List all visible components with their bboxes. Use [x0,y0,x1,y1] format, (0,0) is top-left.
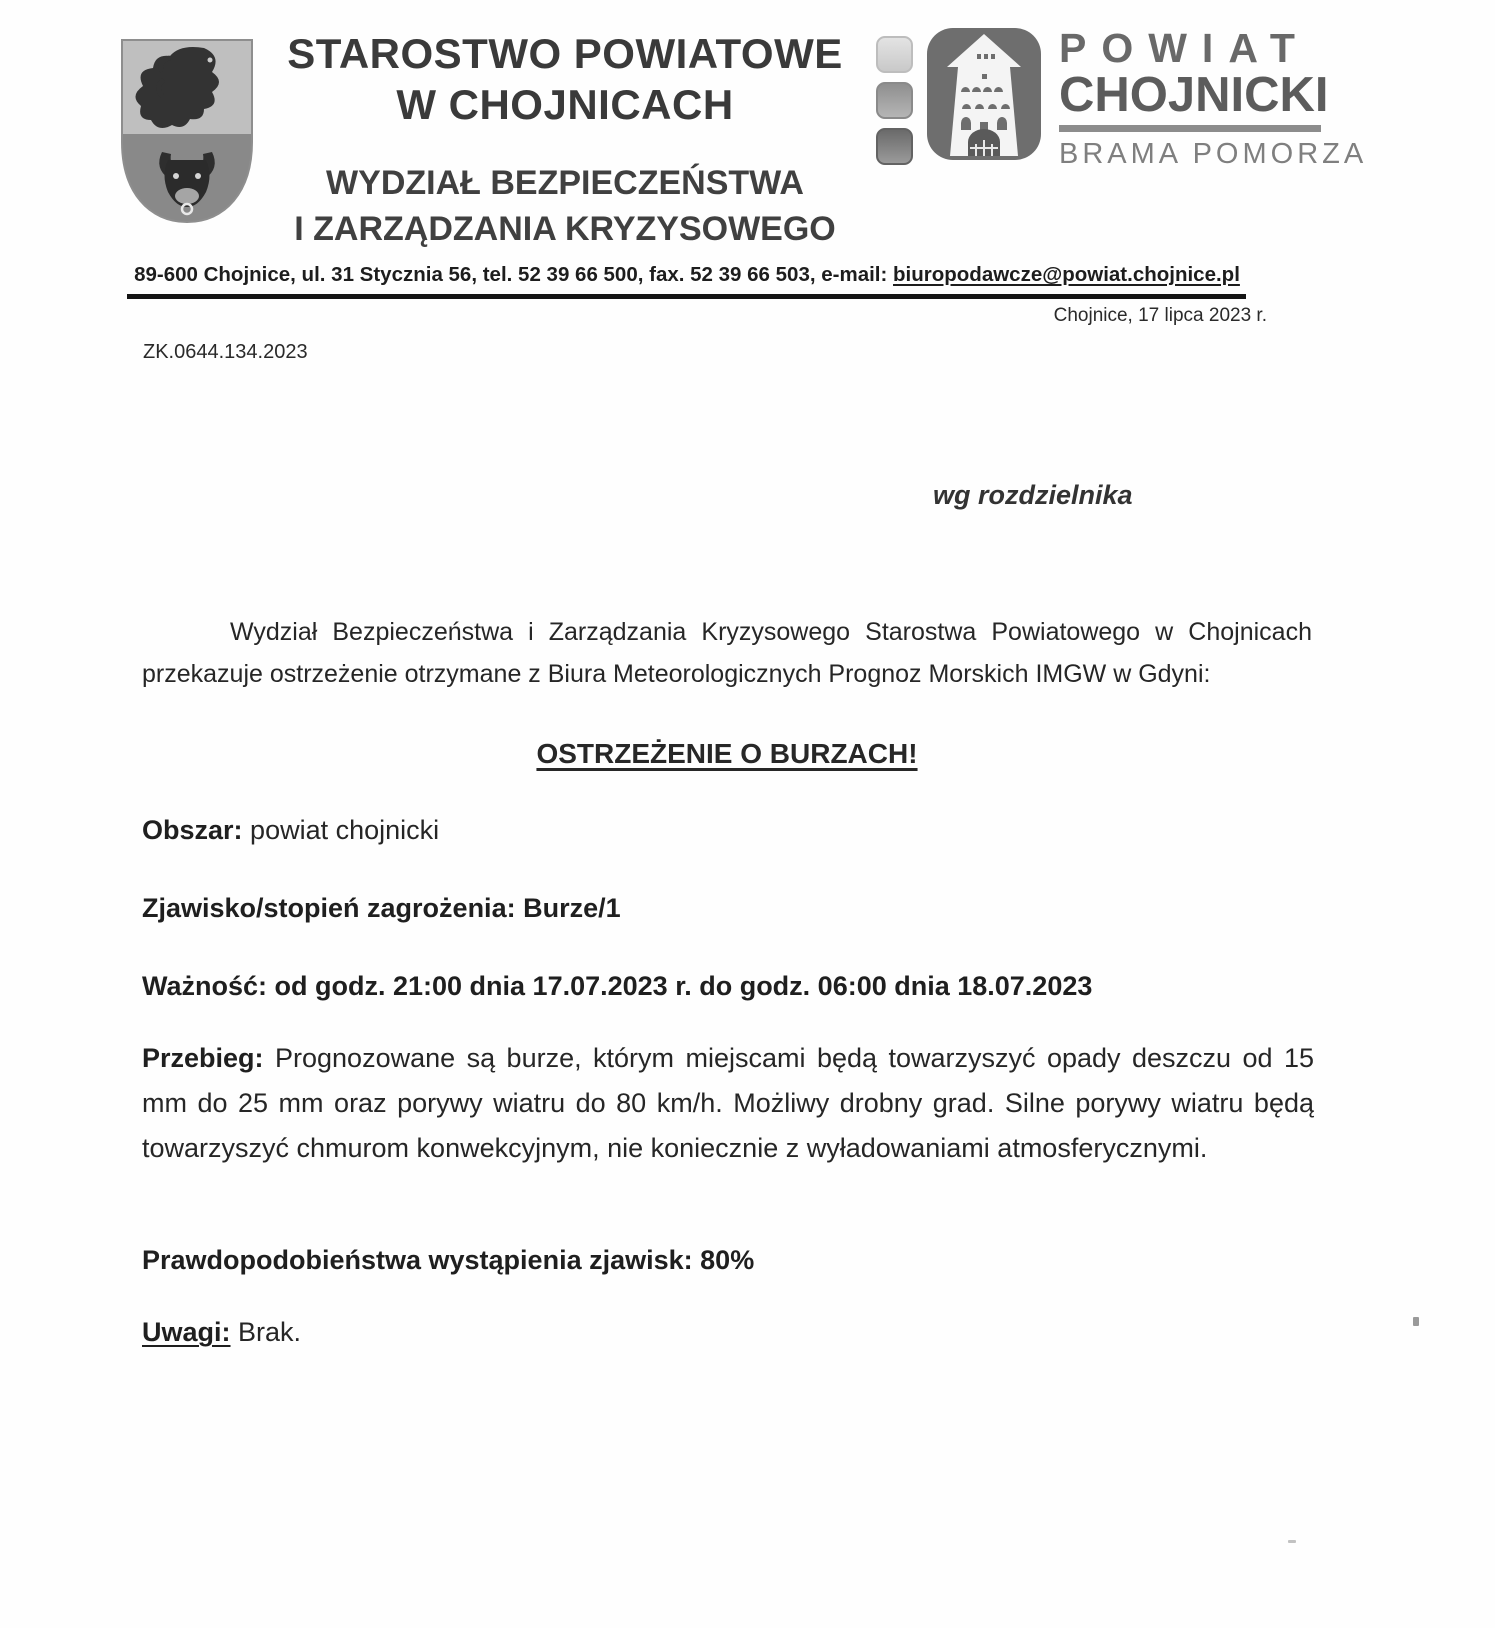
intro-paragraph: Wydział Bezpieczeństwa i Zarządzania Kryzysowego Starostwa Powiatowego w Chojnicach przekazuje ostrzeżenie otrzymane z Biura Meteorologicznych Prognoz Morskich IMGW w Gdyni: [142,618,1312,688]
field-zjawisko [142,886,1314,931]
logo-powiat-text: POWIAT [1059,25,1310,71]
reference-number: ZK.0644.134.2023 [143,341,308,363]
field-waznosc [142,964,1314,1009]
powiat-chojnicki-logo [876,25,1368,171]
scan-speck [1413,1317,1419,1326]
field-przebieg [142,1036,1314,1171]
field-przebieg-label: Przebieg: [142,1043,264,1073]
logo-divider [1059,125,1321,132]
field-przebieg-value: Prognozowane są burze, którym miejscami będą towarzyszyć opady deszczu od 15 mm do 25 mm oraz porywy wiatru do 80 km/h. Możliwy drobny grad. Silne porywy wiatru będą towarzyszyć chmurom konwekcyjnym, nie koniecznie z wyładowaniami atmosferycznymi. [142,1043,1314,1163]
field-uwagi-value: Brak. [238,1317,302,1347]
field-waznosc-value: od godz. 21:00 dnia 17.07.2023 r. do godz. 06:00 dnia 18.07.2023 [274,971,1093,1001]
chojnice-coat-of-arms-icon [118,36,256,231]
org-dept-line1: WYDZIAŁ BEZPIECZEŃSTWA [326,164,804,202]
field-obszar [142,808,1314,853]
contact-email: biuropodawcze@powiat.chojnice.pl [893,263,1240,286]
contact-line [128,263,1246,287]
logo-square-medium [876,82,913,119]
org-name-line1: STAROSTWO POWIATOWE [287,30,843,77]
contact-address: 89-600 Chojnice, ul. 31 Stycznia 56, tel. 52 39 66 500, fax. 52 39 66 503, e-mail: [134,263,894,286]
place-and-date: Chojnice, 17 lipca 2023 r. [1053,305,1267,326]
field-uwagi-label: Uwagi: [142,1317,231,1347]
gate-tower-icon [925,26,1043,167]
field-waznosc-label: Ważność: [142,971,268,1001]
scan-speck [1288,1540,1296,1543]
org-dept-line2: I ZARZĄDZANIA KRYZYSOWEGO [294,210,836,248]
header-rule [127,294,1246,299]
logo-square-dark [876,128,913,165]
logo-chojnicki-text: CHOJNICKI [1059,68,1329,122]
logo-square-light [876,36,913,73]
field-obszar-label: Obszar: [142,815,243,845]
field-prawdo-label: Prawdopodobieństwa wystąpienia zjawisk: [142,1245,693,1275]
logo-wordmark [1059,25,1368,171]
distribution-note: wg rozdzielnika [933,480,1133,510]
field-obszar-value: powiat chojnicki [250,815,440,845]
letterhead-titles [272,28,858,252]
field-prawdopodobienstwo [142,1238,1314,1283]
field-zjawisko-label: Zjawisko/stopień zagrożenia: [142,893,516,923]
logo-squares-icon [876,36,913,165]
field-uwagi [142,1310,1314,1355]
warning-title: OSTRZEŻENIE O BURZACH! [536,738,918,769]
org-name-line2: W CHOJNICACH [396,81,734,128]
logo-tagline: BRAMA POMORZA [1059,138,1368,170]
field-prawdo-value: 80% [700,1245,755,1275]
field-zjawisko-value: Burze/1 [523,893,621,923]
